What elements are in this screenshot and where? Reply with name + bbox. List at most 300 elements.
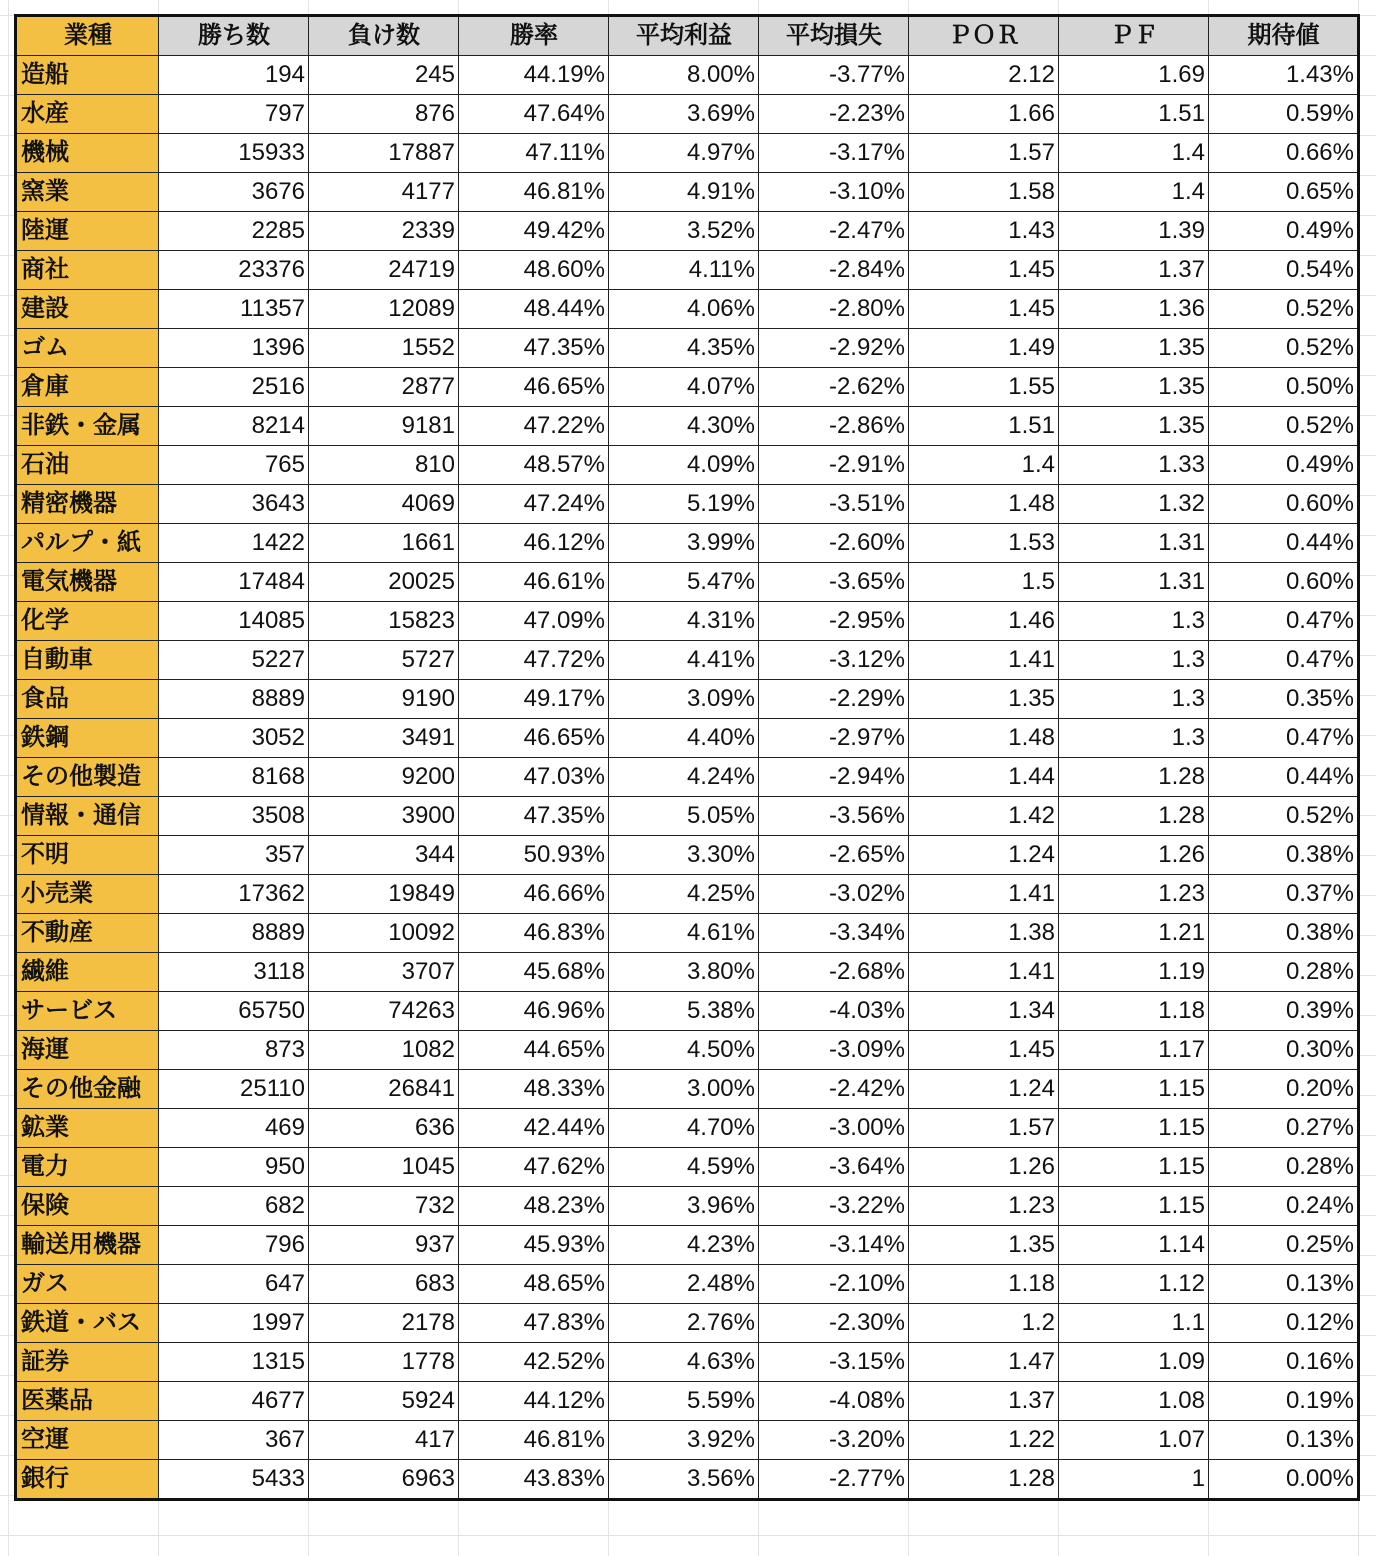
value-cell[interactable]: -2.47% <box>759 212 909 251</box>
industry-name-cell[interactable]: 証券 <box>16 1343 159 1382</box>
industry-name-cell[interactable]: 空運 <box>16 1421 159 1460</box>
value-cell[interactable]: 1.66 <box>909 95 1059 134</box>
value-cell[interactable]: 1.42 <box>909 797 1059 836</box>
value-cell[interactable]: 8168 <box>159 758 309 797</box>
value-cell[interactable]: 1.41 <box>909 953 1059 992</box>
value-cell[interactable]: 9190 <box>309 680 459 719</box>
value-cell[interactable]: 20025 <box>309 563 459 602</box>
value-cell[interactable]: 46.65% <box>459 719 609 758</box>
value-cell[interactable]: 5227 <box>159 641 309 680</box>
value-cell[interactable]: 367 <box>159 1421 309 1460</box>
industry-name-cell[interactable]: ゴム <box>16 329 159 368</box>
value-cell[interactable]: 1.37 <box>909 1382 1059 1421</box>
value-cell[interactable]: -4.08% <box>759 1382 909 1421</box>
value-cell[interactable]: 1.23 <box>909 1187 1059 1226</box>
value-cell[interactable]: -2.65% <box>759 836 909 875</box>
value-cell[interactable]: 0.19% <box>1209 1382 1359 1421</box>
value-cell[interactable]: 1.41 <box>909 641 1059 680</box>
column-header[interactable]: 勝ち数 <box>159 16 309 56</box>
value-cell[interactable]: 4.40% <box>609 719 759 758</box>
value-cell[interactable]: -3.14% <box>759 1226 909 1265</box>
value-cell[interactable]: 1.28 <box>909 1460 1059 1500</box>
value-cell[interactable]: 810 <box>309 446 459 485</box>
column-header[interactable]: 業種 <box>16 16 159 56</box>
industry-name-cell[interactable]: 電気機器 <box>16 563 159 602</box>
industry-name-cell[interactable]: 鉱業 <box>16 1109 159 1148</box>
value-cell[interactable]: 4.59% <box>609 1148 759 1187</box>
value-cell[interactable]: 1.35 <box>909 680 1059 719</box>
value-cell[interactable]: 3.56% <box>609 1460 759 1500</box>
value-cell[interactable]: 9181 <box>309 407 459 446</box>
value-cell[interactable]: -3.20% <box>759 1421 909 1460</box>
value-cell[interactable]: 3.99% <box>609 524 759 563</box>
value-cell[interactable]: -4.03% <box>759 992 909 1031</box>
industry-name-cell[interactable]: 鉄鋼 <box>16 719 159 758</box>
value-cell[interactable]: 1.21 <box>1059 914 1209 953</box>
value-cell[interactable]: 950 <box>159 1148 309 1187</box>
value-cell[interactable]: 0.39% <box>1209 992 1359 1031</box>
value-cell[interactable]: 1.3 <box>1059 602 1209 641</box>
value-cell[interactable]: 8889 <box>159 914 309 953</box>
value-cell[interactable]: 1.32 <box>1059 485 1209 524</box>
industry-name-cell[interactable]: ガス <box>16 1265 159 1304</box>
industry-name-cell[interactable]: その他金融 <box>16 1070 159 1109</box>
value-cell[interactable]: 0.44% <box>1209 758 1359 797</box>
value-cell[interactable]: 344 <box>309 836 459 875</box>
industry-name-cell[interactable]: 輸送用機器 <box>16 1226 159 1265</box>
value-cell[interactable]: 3707 <box>309 953 459 992</box>
value-cell[interactable]: -3.02% <box>759 875 909 914</box>
value-cell[interactable]: 1.28 <box>1059 797 1209 836</box>
value-cell[interactable]: 5.59% <box>609 1382 759 1421</box>
value-cell[interactable]: -3.12% <box>759 641 909 680</box>
industry-name-cell[interactable]: 不明 <box>16 836 159 875</box>
value-cell[interactable]: 4.41% <box>609 641 759 680</box>
value-cell[interactable]: 1.33 <box>1059 446 1209 485</box>
value-cell[interactable]: 4.23% <box>609 1226 759 1265</box>
value-cell[interactable]: 1.35 <box>909 1226 1059 1265</box>
column-header[interactable]: 平均利益 <box>609 16 759 56</box>
value-cell[interactable]: 1.36 <box>1059 290 1209 329</box>
value-cell[interactable]: 4.24% <box>609 758 759 797</box>
value-cell[interactable]: 14085 <box>159 602 309 641</box>
value-cell[interactable]: 48.23% <box>459 1187 609 1226</box>
value-cell[interactable]: -3.09% <box>759 1031 909 1070</box>
value-cell[interactable]: 4.70% <box>609 1109 759 1148</box>
value-cell[interactable]: 1.35 <box>1059 368 1209 407</box>
value-cell[interactable]: -3.34% <box>759 914 909 953</box>
value-cell[interactable]: 1.43% <box>1209 56 1359 95</box>
value-cell[interactable]: -3.51% <box>759 485 909 524</box>
value-cell[interactable]: 3.52% <box>609 212 759 251</box>
value-cell[interactable]: 1.26 <box>909 1148 1059 1187</box>
value-cell[interactable]: 0.54% <box>1209 251 1359 290</box>
value-cell[interactable]: -2.60% <box>759 524 909 563</box>
value-cell[interactable]: 1.07 <box>1059 1421 1209 1460</box>
value-cell[interactable]: -2.86% <box>759 407 909 446</box>
value-cell[interactable]: 19849 <box>309 875 459 914</box>
value-cell[interactable]: 873 <box>159 1031 309 1070</box>
value-cell[interactable]: 1396 <box>159 329 309 368</box>
value-cell[interactable]: 17362 <box>159 875 309 914</box>
value-cell[interactable]: 1997 <box>159 1304 309 1343</box>
value-cell[interactable]: -3.17% <box>759 134 909 173</box>
value-cell[interactable]: 47.72% <box>459 641 609 680</box>
value-cell[interactable]: 0.27% <box>1209 1109 1359 1148</box>
value-cell[interactable]: 5.38% <box>609 992 759 1031</box>
value-cell[interactable]: 2339 <box>309 212 459 251</box>
value-cell[interactable]: 1.18 <box>909 1265 1059 1304</box>
value-cell[interactable]: 50.93% <box>459 836 609 875</box>
value-cell[interactable]: 3900 <box>309 797 459 836</box>
value-cell[interactable]: 47.83% <box>459 1304 609 1343</box>
value-cell[interactable]: 1.35 <box>1059 329 1209 368</box>
value-cell[interactable]: 0.66% <box>1209 134 1359 173</box>
value-cell[interactable]: 469 <box>159 1109 309 1148</box>
value-cell[interactable]: -2.77% <box>759 1460 909 1500</box>
value-cell[interactable]: -2.95% <box>759 602 909 641</box>
value-cell[interactable]: 1.45 <box>909 290 1059 329</box>
value-cell[interactable]: 245 <box>309 56 459 95</box>
value-cell[interactable]: 4069 <box>309 485 459 524</box>
value-cell[interactable]: 46.81% <box>459 1421 609 1460</box>
value-cell[interactable]: 1.14 <box>1059 1226 1209 1265</box>
value-cell[interactable]: 1.51 <box>909 407 1059 446</box>
value-cell[interactable]: 48.65% <box>459 1265 609 1304</box>
value-cell[interactable]: 47.35% <box>459 797 609 836</box>
value-cell[interactable]: 1.15 <box>1059 1109 1209 1148</box>
value-cell[interactable]: 46.96% <box>459 992 609 1031</box>
value-cell[interactable]: 3.92% <box>609 1421 759 1460</box>
value-cell[interactable]: -3.00% <box>759 1109 909 1148</box>
value-cell[interactable]: 4677 <box>159 1382 309 1421</box>
value-cell[interactable]: 0.28% <box>1209 953 1359 992</box>
industry-name-cell[interactable]: 建設 <box>16 290 159 329</box>
value-cell[interactable]: 1.15 <box>1059 1148 1209 1187</box>
value-cell[interactable]: 1.31 <box>1059 524 1209 563</box>
value-cell[interactable]: -2.91% <box>759 446 909 485</box>
value-cell[interactable]: 0.60% <box>1209 563 1359 602</box>
value-cell[interactable]: -3.56% <box>759 797 909 836</box>
value-cell[interactable]: 682 <box>159 1187 309 1226</box>
industry-name-cell[interactable]: 倉庫 <box>16 368 159 407</box>
value-cell[interactable]: 3643 <box>159 485 309 524</box>
value-cell[interactable]: 1.24 <box>909 836 1059 875</box>
value-cell[interactable]: 0.52% <box>1209 290 1359 329</box>
industry-name-cell[interactable]: 自動車 <box>16 641 159 680</box>
value-cell[interactable]: 194 <box>159 56 309 95</box>
column-header[interactable]: 負け数 <box>309 16 459 56</box>
value-cell[interactable]: 5.05% <box>609 797 759 836</box>
value-cell[interactable]: 0.24% <box>1209 1187 1359 1226</box>
industry-name-cell[interactable]: 石油 <box>16 446 159 485</box>
value-cell[interactable]: 4.50% <box>609 1031 759 1070</box>
value-cell[interactable]: 24719 <box>309 251 459 290</box>
value-cell[interactable]: 2285 <box>159 212 309 251</box>
industry-name-cell[interactable]: 精密機器 <box>16 485 159 524</box>
value-cell[interactable]: 0.00% <box>1209 1460 1359 1500</box>
value-cell[interactable]: 48.57% <box>459 446 609 485</box>
value-cell[interactable]: 1.45 <box>909 251 1059 290</box>
value-cell[interactable]: 8214 <box>159 407 309 446</box>
value-cell[interactable]: 3.09% <box>609 680 759 719</box>
value-cell[interactable]: 1.41 <box>909 875 1059 914</box>
value-cell[interactable]: 1.09 <box>1059 1343 1209 1382</box>
value-cell[interactable]: 1.3 <box>1059 719 1209 758</box>
column-header[interactable]: ＰＦ <box>1059 16 1209 56</box>
value-cell[interactable]: 1.48 <box>909 719 1059 758</box>
value-cell[interactable]: 0.35% <box>1209 680 1359 719</box>
value-cell[interactable]: 3052 <box>159 719 309 758</box>
value-cell[interactable]: 2516 <box>159 368 309 407</box>
value-cell[interactable]: 4.91% <box>609 173 759 212</box>
value-cell[interactable]: 1082 <box>309 1031 459 1070</box>
value-cell[interactable]: 47.11% <box>459 134 609 173</box>
value-cell[interactable]: 1.28 <box>1059 758 1209 797</box>
value-cell[interactable]: 0.20% <box>1209 1070 1359 1109</box>
value-cell[interactable]: -2.62% <box>759 368 909 407</box>
value-cell[interactable]: 1.18 <box>1059 992 1209 1031</box>
industry-name-cell[interactable]: 海運 <box>16 1031 159 1070</box>
value-cell[interactable]: 5.19% <box>609 485 759 524</box>
value-cell[interactable]: 15823 <box>309 602 459 641</box>
value-cell[interactable]: -2.23% <box>759 95 909 134</box>
value-cell[interactable]: 1.5 <box>909 563 1059 602</box>
value-cell[interactable]: 1.22 <box>909 1421 1059 1460</box>
value-cell[interactable]: 3.80% <box>609 953 759 992</box>
value-cell[interactable]: 647 <box>159 1265 309 1304</box>
industry-name-cell[interactable]: 医薬品 <box>16 1382 159 1421</box>
value-cell[interactable]: 4.35% <box>609 329 759 368</box>
value-cell[interactable]: -3.64% <box>759 1148 909 1187</box>
value-cell[interactable]: 3676 <box>159 173 309 212</box>
value-cell[interactable]: 25110 <box>159 1070 309 1109</box>
value-cell[interactable]: 0.38% <box>1209 836 1359 875</box>
value-cell[interactable]: 1.19 <box>1059 953 1209 992</box>
value-cell[interactable]: 26841 <box>309 1070 459 1109</box>
value-cell[interactable]: 1.38 <box>909 914 1059 953</box>
value-cell[interactable]: 47.62% <box>459 1148 609 1187</box>
value-cell[interactable]: 1.34 <box>909 992 1059 1031</box>
value-cell[interactable]: 44.12% <box>459 1382 609 1421</box>
value-cell[interactable]: 1422 <box>159 524 309 563</box>
value-cell[interactable]: 4177 <box>309 173 459 212</box>
value-cell[interactable]: 683 <box>309 1265 459 1304</box>
column-header[interactable]: ＰＯＲ <box>909 16 1059 56</box>
value-cell[interactable]: 1552 <box>309 329 459 368</box>
value-cell[interactable]: 4.25% <box>609 875 759 914</box>
value-cell[interactable]: 0.13% <box>1209 1421 1359 1460</box>
value-cell[interactable]: 1.51 <box>1059 95 1209 134</box>
value-cell[interactable]: 1.45 <box>909 1031 1059 1070</box>
industry-name-cell[interactable]: 不動産 <box>16 914 159 953</box>
value-cell[interactable]: 0.52% <box>1209 407 1359 446</box>
value-cell[interactable]: 5924 <box>309 1382 459 1421</box>
value-cell[interactable]: 1.3 <box>1059 680 1209 719</box>
value-cell[interactable]: 74263 <box>309 992 459 1031</box>
value-cell[interactable]: 732 <box>309 1187 459 1226</box>
value-cell[interactable]: 42.52% <box>459 1343 609 1382</box>
value-cell[interactable]: 46.83% <box>459 914 609 953</box>
value-cell[interactable]: 45.93% <box>459 1226 609 1265</box>
value-cell[interactable]: 1.37 <box>1059 251 1209 290</box>
value-cell[interactable]: 42.44% <box>459 1109 609 1148</box>
value-cell[interactable]: 796 <box>159 1226 309 1265</box>
value-cell[interactable]: 1.08 <box>1059 1382 1209 1421</box>
value-cell[interactable]: 47.24% <box>459 485 609 524</box>
value-cell[interactable]: 43.83% <box>459 1460 609 1500</box>
value-cell[interactable]: 3.69% <box>609 95 759 134</box>
value-cell[interactable]: 1.15 <box>1059 1187 1209 1226</box>
industry-name-cell[interactable]: 情報・通信 <box>16 797 159 836</box>
value-cell[interactable]: 3118 <box>159 953 309 992</box>
value-cell[interactable]: 47.09% <box>459 602 609 641</box>
value-cell[interactable]: 797 <box>159 95 309 134</box>
industry-name-cell[interactable]: 陸運 <box>16 212 159 251</box>
value-cell[interactable]: 0.49% <box>1209 446 1359 485</box>
value-cell[interactable]: 10092 <box>309 914 459 953</box>
value-cell[interactable]: 2.12 <box>909 56 1059 95</box>
value-cell[interactable]: 49.17% <box>459 680 609 719</box>
value-cell[interactable]: 1.55 <box>909 368 1059 407</box>
column-header[interactable]: 平均損失 <box>759 16 909 56</box>
value-cell[interactable]: 4.31% <box>609 602 759 641</box>
value-cell[interactable]: -2.42% <box>759 1070 909 1109</box>
value-cell[interactable]: 0.50% <box>1209 368 1359 407</box>
value-cell[interactable]: 1.46 <box>909 602 1059 641</box>
value-cell[interactable]: 46.65% <box>459 368 609 407</box>
value-cell[interactable]: 1.2 <box>909 1304 1059 1343</box>
value-cell[interactable]: 1.1 <box>1059 1304 1209 1343</box>
value-cell[interactable]: 1.15 <box>1059 1070 1209 1109</box>
value-cell[interactable]: 3.96% <box>609 1187 759 1226</box>
value-cell[interactable]: 1.58 <box>909 173 1059 212</box>
value-cell[interactable]: 1.3 <box>1059 641 1209 680</box>
value-cell[interactable]: 17887 <box>309 134 459 173</box>
value-cell[interactable]: 1.57 <box>909 134 1059 173</box>
value-cell[interactable]: 12089 <box>309 290 459 329</box>
value-cell[interactable]: 1.47 <box>909 1343 1059 1382</box>
value-cell[interactable]: 4.09% <box>609 446 759 485</box>
value-cell[interactable]: 0.47% <box>1209 641 1359 680</box>
value-cell[interactable]: 23376 <box>159 251 309 290</box>
value-cell[interactable]: 1.35 <box>1059 407 1209 446</box>
value-cell[interactable]: 44.65% <box>459 1031 609 1070</box>
value-cell[interactable]: 0.13% <box>1209 1265 1359 1304</box>
value-cell[interactable]: 1.24 <box>909 1070 1059 1109</box>
value-cell[interactable]: 0.59% <box>1209 95 1359 134</box>
value-cell[interactable]: -2.97% <box>759 719 909 758</box>
value-cell[interactable]: 0.49% <box>1209 212 1359 251</box>
value-cell[interactable]: 17484 <box>159 563 309 602</box>
value-cell[interactable]: 1.53 <box>909 524 1059 563</box>
value-cell[interactable]: 4.30% <box>609 407 759 446</box>
value-cell[interactable]: 47.22% <box>459 407 609 446</box>
value-cell[interactable]: 3.00% <box>609 1070 759 1109</box>
value-cell[interactable]: 4.11% <box>609 251 759 290</box>
value-cell[interactable]: 46.12% <box>459 524 609 563</box>
value-cell[interactable]: 1661 <box>309 524 459 563</box>
value-cell[interactable]: 1.49 <box>909 329 1059 368</box>
industry-name-cell[interactable]: 銀行 <box>16 1460 159 1500</box>
industry-name-cell[interactable]: 電力 <box>16 1148 159 1187</box>
value-cell[interactable]: 46.66% <box>459 875 609 914</box>
value-cell[interactable]: 0.28% <box>1209 1148 1359 1187</box>
value-cell[interactable]: 5433 <box>159 1460 309 1500</box>
value-cell[interactable]: 6963 <box>309 1460 459 1500</box>
value-cell[interactable]: -3.65% <box>759 563 909 602</box>
value-cell[interactable]: 5.47% <box>609 563 759 602</box>
industry-name-cell[interactable]: パルプ・紙 <box>16 524 159 563</box>
value-cell[interactable]: -2.92% <box>759 329 909 368</box>
value-cell[interactable]: 1.39 <box>1059 212 1209 251</box>
value-cell[interactable]: -2.80% <box>759 290 909 329</box>
value-cell[interactable]: 47.03% <box>459 758 609 797</box>
value-cell[interactable]: 2877 <box>309 368 459 407</box>
value-cell[interactable]: 1.31 <box>1059 563 1209 602</box>
value-cell[interactable]: 0.44% <box>1209 524 1359 563</box>
value-cell[interactable]: 45.68% <box>459 953 609 992</box>
value-cell[interactable]: 2.48% <box>609 1265 759 1304</box>
value-cell[interactable]: 2178 <box>309 1304 459 1343</box>
value-cell[interactable]: -2.94% <box>759 758 909 797</box>
value-cell[interactable]: 1.4 <box>909 446 1059 485</box>
value-cell[interactable]: 0.38% <box>1209 914 1359 953</box>
value-cell[interactable]: 48.44% <box>459 290 609 329</box>
value-cell[interactable]: 4.61% <box>609 914 759 953</box>
value-cell[interactable]: 0.25% <box>1209 1226 1359 1265</box>
value-cell[interactable]: 876 <box>309 95 459 134</box>
industry-name-cell[interactable]: 小売業 <box>16 875 159 914</box>
value-cell[interactable]: 48.33% <box>459 1070 609 1109</box>
value-cell[interactable]: 1.43 <box>909 212 1059 251</box>
industry-name-cell[interactable]: 保険 <box>16 1187 159 1226</box>
value-cell[interactable]: 1.12 <box>1059 1265 1209 1304</box>
value-cell[interactable]: 1.69 <box>1059 56 1209 95</box>
value-cell[interactable]: -2.30% <box>759 1304 909 1343</box>
value-cell[interactable]: -3.15% <box>759 1343 909 1382</box>
industry-name-cell[interactable]: 繊維 <box>16 953 159 992</box>
value-cell[interactable]: 0.30% <box>1209 1031 1359 1070</box>
value-cell[interactable]: 0.47% <box>1209 602 1359 641</box>
value-cell[interactable]: 8.00% <box>609 56 759 95</box>
value-cell[interactable]: 0.37% <box>1209 875 1359 914</box>
value-cell[interactable]: 9200 <box>309 758 459 797</box>
value-cell[interactable]: 1.57 <box>909 1109 1059 1148</box>
value-cell[interactable]: 0.47% <box>1209 719 1359 758</box>
value-cell[interactable]: 3491 <box>309 719 459 758</box>
value-cell[interactable]: 1045 <box>309 1148 459 1187</box>
value-cell[interactable]: 47.35% <box>459 329 609 368</box>
value-cell[interactable]: 49.42% <box>459 212 609 251</box>
industry-name-cell[interactable]: サービス <box>16 992 159 1031</box>
value-cell[interactable]: 1.26 <box>1059 836 1209 875</box>
value-cell[interactable]: -2.10% <box>759 1265 909 1304</box>
industry-name-cell[interactable]: 窯業 <box>16 173 159 212</box>
value-cell[interactable]: 765 <box>159 446 309 485</box>
value-cell[interactable]: 1 <box>1059 1460 1209 1500</box>
industry-name-cell[interactable]: 造船 <box>16 56 159 95</box>
value-cell[interactable]: -2.68% <box>759 953 909 992</box>
value-cell[interactable]: 636 <box>309 1109 459 1148</box>
column-header[interactable]: 勝率 <box>459 16 609 56</box>
industry-name-cell[interactable]: 化学 <box>16 602 159 641</box>
value-cell[interactable]: 46.81% <box>459 173 609 212</box>
value-cell[interactable]: 0.12% <box>1209 1304 1359 1343</box>
value-cell[interactable]: 1.17 <box>1059 1031 1209 1070</box>
industry-name-cell[interactable]: 非鉄・金属 <box>16 407 159 446</box>
value-cell[interactable]: 357 <box>159 836 309 875</box>
